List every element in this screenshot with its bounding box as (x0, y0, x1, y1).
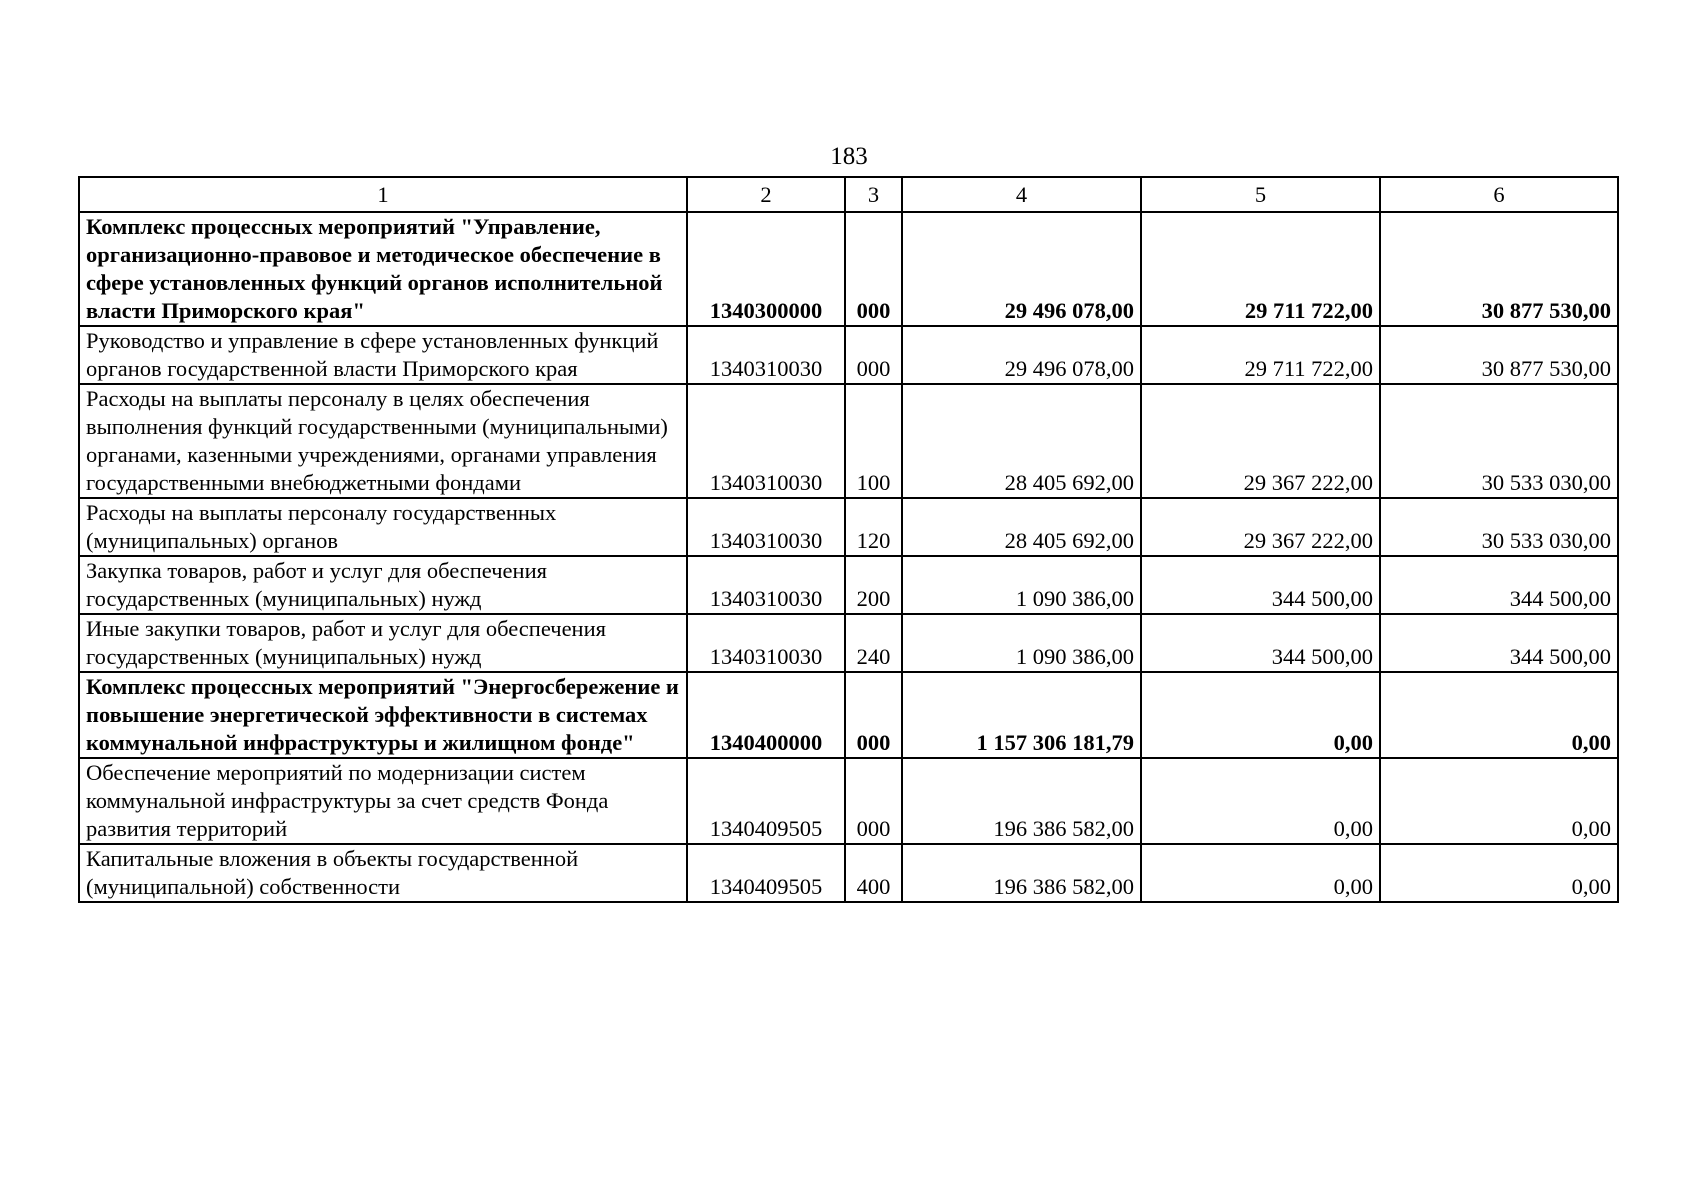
header-col-3: 3 (845, 177, 902, 212)
row-amount-col5: 29 711 722,00 (1141, 326, 1380, 384)
header-col-4: 4 (902, 177, 1141, 212)
row-amount-col5: 344 500,00 (1141, 556, 1380, 614)
row-name: Комплекс процессных мероприятий "Энергосбережение и повышение энергетической эффективности в системах коммунальной инфраструктуры и жилищном фонде" (79, 672, 687, 758)
row-amount-col5: 0,00 (1141, 758, 1380, 844)
row-amount-col6: 30 533 030,00 (1380, 498, 1618, 556)
page-number: 183 (830, 143, 868, 170)
row-amount-col5: 344 500,00 (1141, 614, 1380, 672)
row-name: Капитальные вложения в объекты государственной (муниципальной) собственности (79, 844, 687, 902)
row-name: Расходы на выплаты персоналу государственных (муниципальных) органов (79, 498, 687, 556)
row-amount-col6: 0,00 (1380, 672, 1618, 758)
header-col-2: 2 (687, 177, 845, 212)
table-row (79, 498, 1618, 556)
row-amount-col4: 1 090 386,00 (902, 614, 1141, 672)
row-amount-col4: 196 386 582,00 (902, 758, 1141, 844)
row-name: Иные закупки товаров, работ и услуг для обеспечения государственных (муниципальных) нужд (79, 614, 687, 672)
row-amount-col6: 0,00 (1380, 758, 1618, 844)
row-code: 1340310030 (687, 556, 845, 614)
table-row (79, 614, 1618, 672)
row-amount-col4: 28 405 692,00 (902, 384, 1141, 498)
row-name: Обеспечение мероприятий по модернизации систем коммунальной инфраструктуры за счет средств Фонда развития территорий (79, 758, 687, 844)
budget-table (78, 176, 1619, 903)
row-amount-col6: 0,00 (1380, 844, 1618, 902)
row-amount-col4: 28 405 692,00 (902, 498, 1141, 556)
row-amount-col5: 29 711 722,00 (1141, 212, 1380, 326)
header-col-1: 1 (79, 177, 687, 212)
row-type-code: 000 (845, 212, 902, 326)
row-amount-col4: 29 496 078,00 (902, 326, 1141, 384)
row-type-code: 240 (845, 614, 902, 672)
row-type-code: 200 (845, 556, 902, 614)
row-amount-col5: 29 367 222,00 (1141, 384, 1380, 498)
row-code: 1340310030 (687, 326, 845, 384)
row-name: Руководство и управление в сфере установленных функций органов государственной власти Приморского края (79, 326, 687, 384)
table-row (79, 844, 1618, 902)
row-amount-col6: 30 877 530,00 (1380, 326, 1618, 384)
row-amount-col5: 0,00 (1141, 844, 1380, 902)
row-amount-col5: 29 367 222,00 (1141, 498, 1380, 556)
row-amount-col4: 1 157 306 181,79 (902, 672, 1141, 758)
row-amount-col4: 29 496 078,00 (902, 212, 1141, 326)
table-row (79, 384, 1618, 498)
row-code: 1340300000 (687, 212, 845, 326)
row-type-code: 000 (845, 672, 902, 758)
row-amount-col6: 30 533 030,00 (1380, 384, 1618, 498)
row-name: Закупка товаров, работ и услуг для обеспечения государственных (муниципальных) нужд (79, 556, 687, 614)
header-row (79, 177, 1618, 212)
header-col-5: 5 (1141, 177, 1380, 212)
row-type-code: 000 (845, 758, 902, 844)
row-amount-col6: 344 500,00 (1380, 556, 1618, 614)
row-amount-col6: 344 500,00 (1380, 614, 1618, 672)
row-code: 1340409505 (687, 758, 845, 844)
header-col-6: 6 (1380, 177, 1618, 212)
row-code: 1340400000 (687, 672, 845, 758)
table-row (79, 758, 1618, 844)
row-type-code: 400 (845, 844, 902, 902)
table-row (79, 212, 1618, 326)
row-code: 1340409505 (687, 844, 845, 902)
row-name: Комплекс процессных мероприятий "Управление, организационно-правовое и методическое обеспечение в сфере установленных функций органов исполнительной власти Приморского края" (79, 212, 687, 326)
table-row (79, 672, 1618, 758)
row-type-code: 100 (845, 384, 902, 498)
row-amount-col4: 1 090 386,00 (902, 556, 1141, 614)
row-amount-col4: 196 386 582,00 (902, 844, 1141, 902)
row-code: 1340310030 (687, 614, 845, 672)
row-type-code: 120 (845, 498, 902, 556)
row-code: 1340310030 (687, 498, 845, 556)
row-code: 1340310030 (687, 384, 845, 498)
row-amount-col5: 0,00 (1141, 672, 1380, 758)
table-row (79, 556, 1618, 614)
row-type-code: 000 (845, 326, 902, 384)
table-row (79, 326, 1618, 384)
row-amount-col6: 30 877 530,00 (1380, 212, 1618, 326)
row-name: Расходы на выплаты персоналу в целях обеспечения выполнения функций государственными (муниципальными) органами, казенными учреждениями, органами управления государственными внебюджетными фондами (79, 384, 687, 498)
